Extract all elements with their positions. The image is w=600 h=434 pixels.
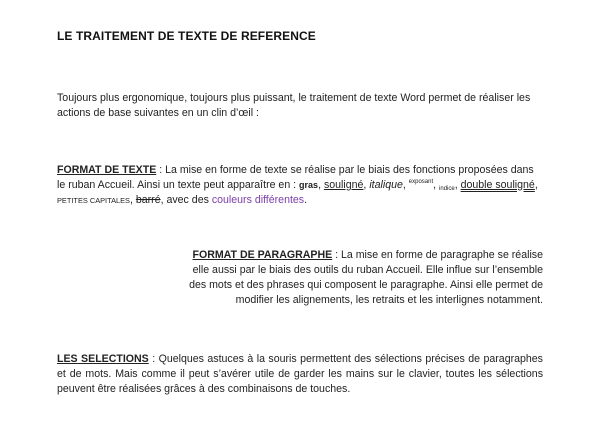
separator: , (129, 194, 136, 206)
example-small-caps: PETITES CAPITALES (57, 196, 130, 205)
separator: , (402, 179, 409, 191)
example-strikethrough: barré (135, 194, 161, 206)
intro-paragraph: Toujours plus ergonomique, toujours plus puissant, le traitement de texte Word permet de réaliser les actions de base suivantes en un clin d’œil : (57, 92, 531, 119)
document-title: LE TRAITEMENT DE TEXTE DE REFERENCE (57, 29, 316, 43)
format-paragraphe-paragraph (183, 248, 543, 308)
example-bold: gras (299, 180, 319, 190)
format-texte-paragraph (57, 163, 543, 208)
selections-text: : Quelques astuces à la souris permettent des sélections précises de paragraphes et de mots. Mais comme il peut s’avérer utile de garder les mains sur le clavier, toutes les sélections peuvent être réalisées grâces à des combinaisons de touches. (57, 353, 543, 395)
format-texte-text-3: . (304, 194, 308, 206)
separator: , (363, 179, 370, 191)
example-superscript: exposant (408, 179, 434, 185)
separator: , (318, 179, 324, 191)
separator: , (433, 179, 440, 191)
selections-paragraph (57, 352, 543, 397)
format-texte-heading: FORMAT DE TEXTE (57, 164, 157, 176)
example-double-underline: double souligné (460, 179, 535, 191)
selections-heading: LES SELECTIONS (57, 353, 149, 365)
format-paragraphe-text: : La mise en forme de paragraphe se réalise elle aussi par le biais des outils du ruban Accueil. Elle influe sur l’ensemble des mots et des phrases qui composent le paragraphe. Ainsi elle permet de modifier les alignements, les retraits et les interlignes notamment. (189, 249, 543, 306)
separator: , (534, 179, 538, 191)
example-underline: souligné (323, 179, 364, 191)
format-texte-text: : La mise en forme de texte se réalise par le biais des fonctions proposées dans le ruban Accueil. Ainsi un texte peut apparaître en : (57, 164, 534, 191)
example-subscript: indice (439, 186, 455, 192)
example-italic: italique (369, 179, 403, 191)
format-texte-text-2: , avec des (160, 194, 212, 206)
separator: , (454, 179, 461, 191)
format-paragraphe-heading: FORMAT DE PARAGRAPHE (192, 249, 333, 261)
example-colored-text: couleurs différentes (211, 194, 305, 206)
